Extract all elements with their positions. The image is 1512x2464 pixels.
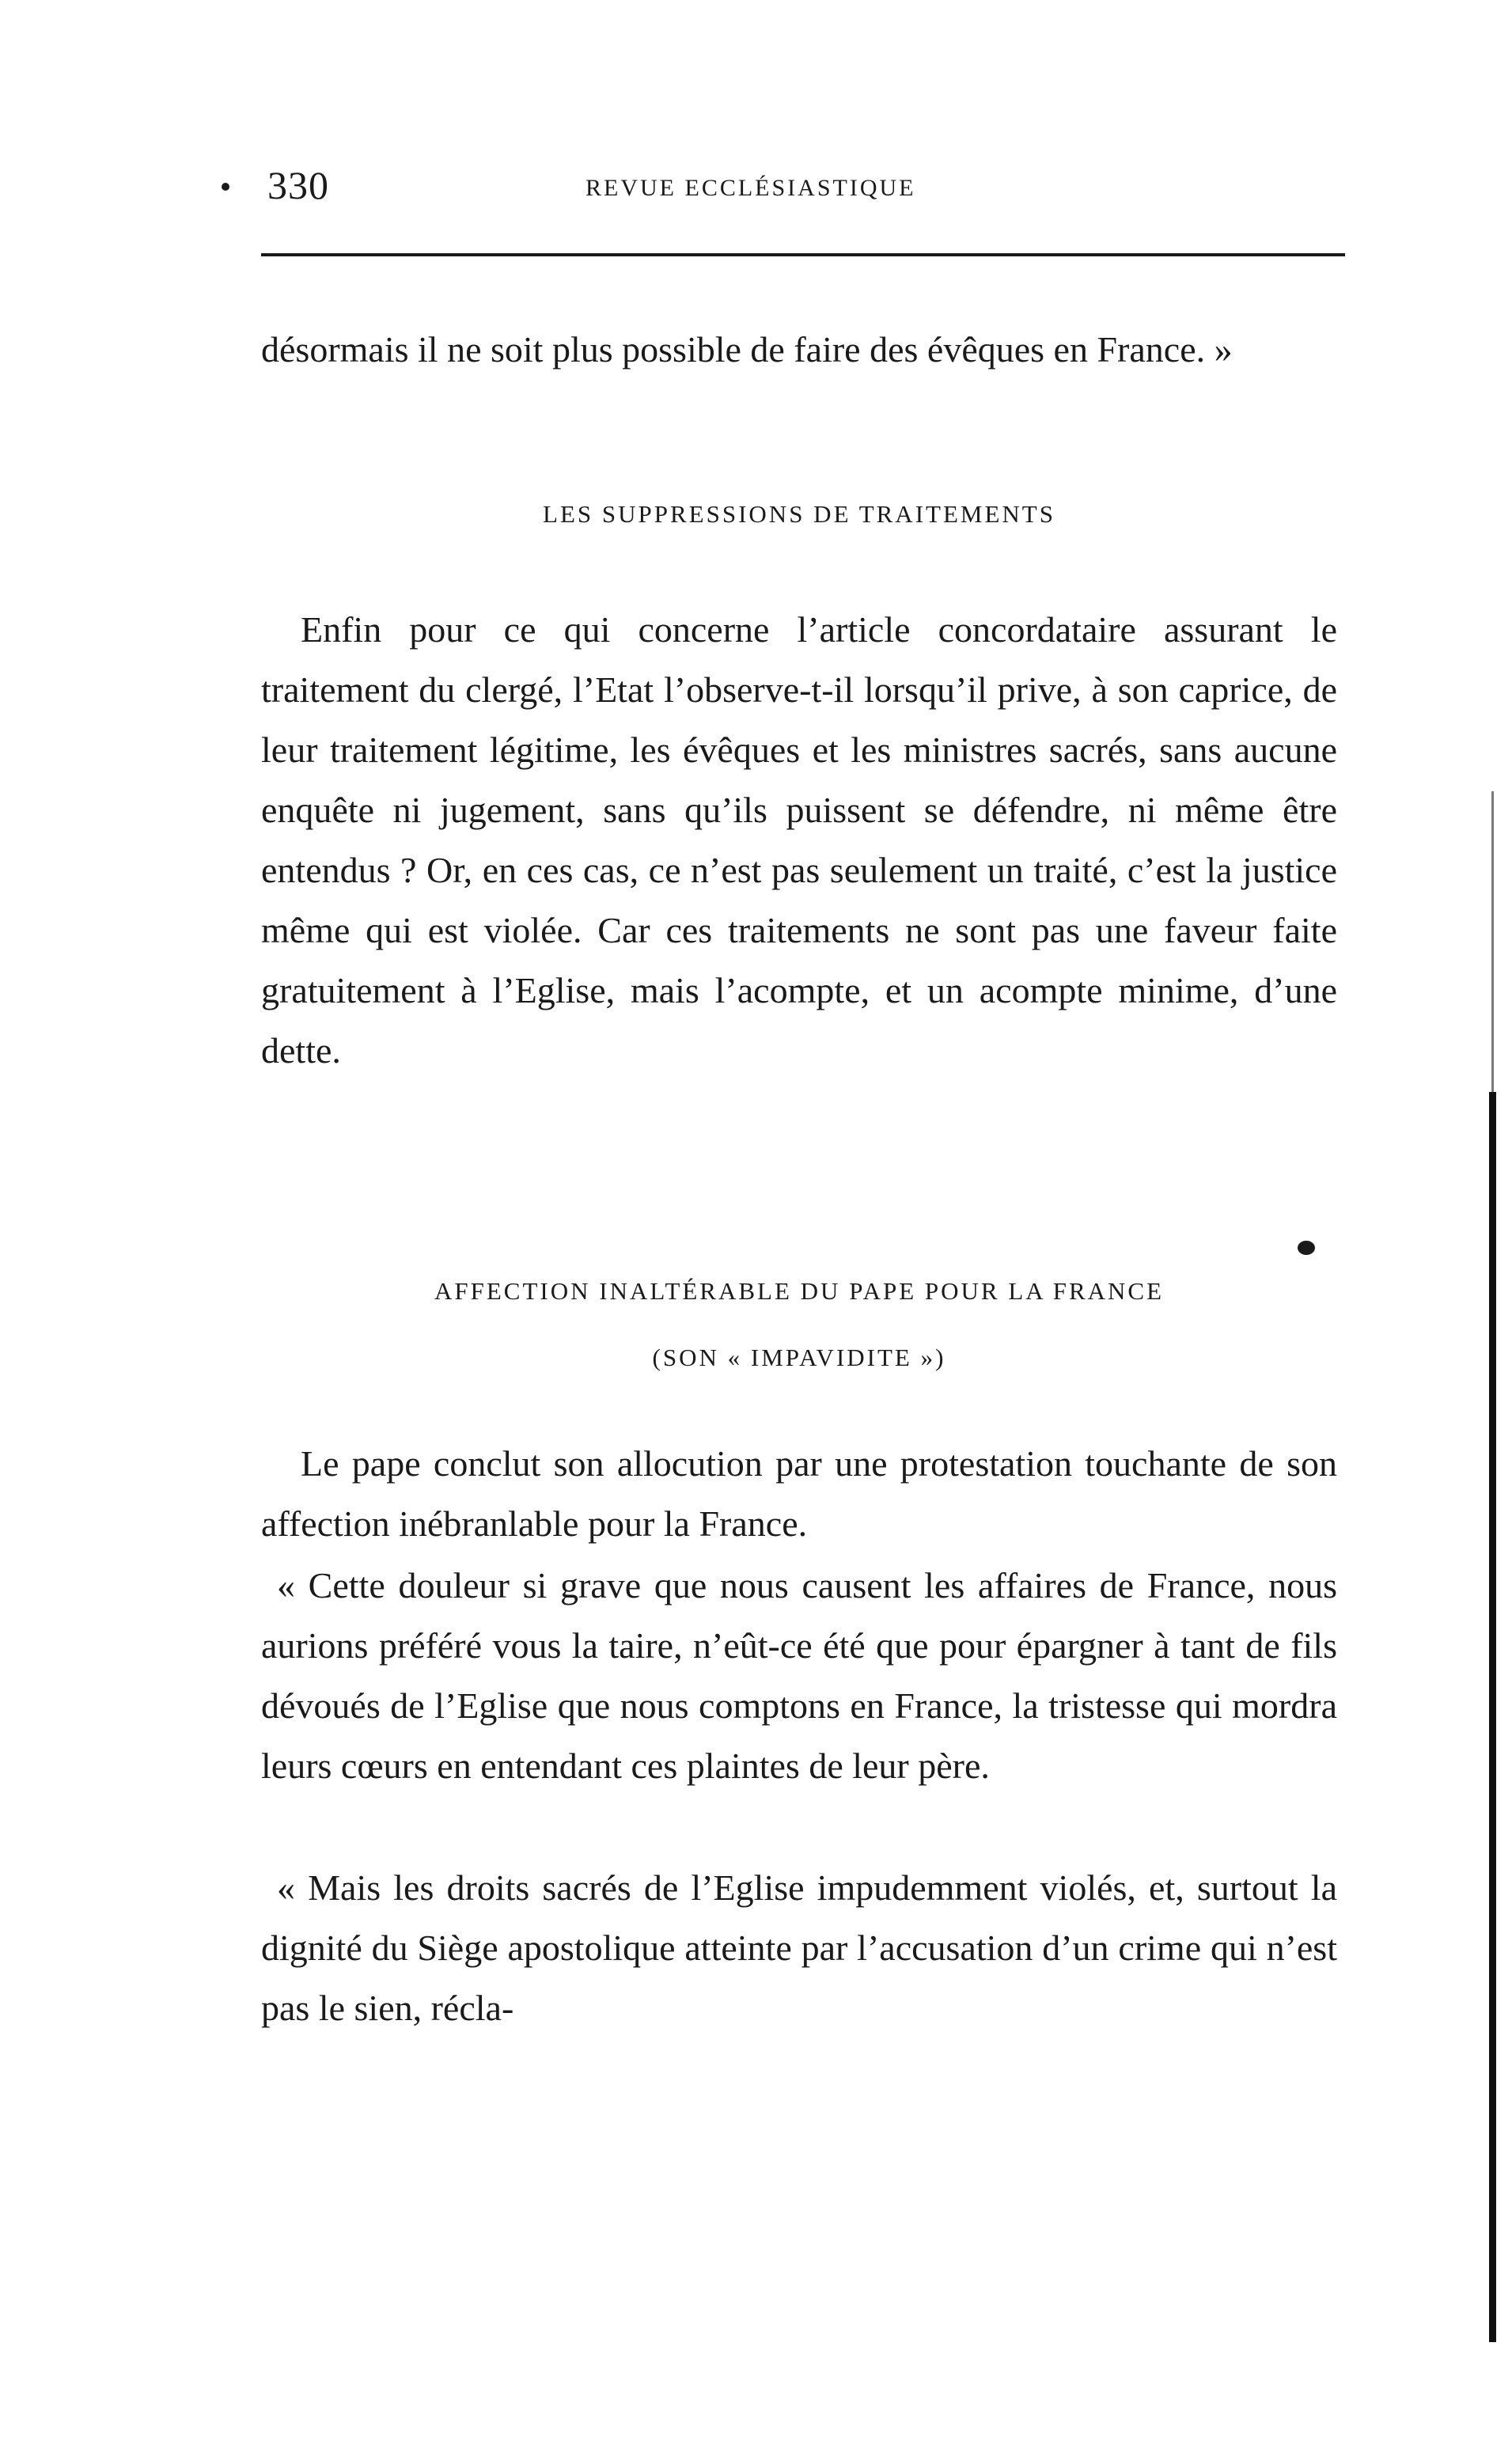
binding-edge xyxy=(1489,1092,1496,2342)
paragraph-conclusion: Le pape conclut son allocution par une protestation touchante de son affection inébranlable pour la France. xyxy=(261,1443,1337,1544)
binding-edge-faint xyxy=(1491,791,1494,1092)
paragraph-continued: désormais il ne soit plus possible de faire des évêques en France. » xyxy=(261,329,1233,370)
paragraph-quote-douleur: « Cette douleur si grave que nous causent les affaires de France, nous aurions préféré vous la taire, n’eût-ce été que pour épargner à tant de fils dévoués de l’Eglise que nous comptons en France, la tristesse qui mordra leurs cœurs en entendant ces plaintes de leur père. xyxy=(261,1565,1337,1786)
header-bullet-mark xyxy=(222,183,229,191)
section-subheading-impavidite: (SON « IMPAVIDITE ») xyxy=(652,1344,946,1371)
section-heading-suppressions: LES SUPPRESSIONS DE TRAITEMENTS xyxy=(543,500,1055,528)
section-heading-affection: AFFECTION INALTÉRABLE DU PAPE POUR LA FRANCE xyxy=(434,1277,1165,1305)
page-number: 330 xyxy=(267,163,329,207)
paragraph-quote-droits: « Mais les droits sacrés de l’Eglise impudemment violés, et, surtout la dignité du Siège apostolique atteinte par l’accusation d’un crime qui n’est pas le sien, récla- xyxy=(261,1867,1337,2028)
ink-blot-mark xyxy=(1298,1241,1315,1255)
header-rule xyxy=(261,253,1345,256)
paragraph-traitements: Enfin pour ce qui concerne l’article concordataire assurant le traitement du clergé, l’Etat l’observe-t-il lorsqu’il prive, à son caprice, de leur traitement légitime, les évêques et les ministres sacrés, sans aucune enquête ni jugement, sans qu’ils puissent se défendre, ni même être entendus ? Or, en ces cas, ce n’est pas seulement un traité, c’est la justice même qui est violée. Car ces traitements ne sont pas une faveur faite gratuitement à l’Eglise, mais l’acompte, et un acompte minime, d’une dette. xyxy=(261,609,1337,1071)
page-header xyxy=(222,162,1337,218)
running-title: REVUE ECCLÉSIASTIQUE xyxy=(585,175,916,201)
